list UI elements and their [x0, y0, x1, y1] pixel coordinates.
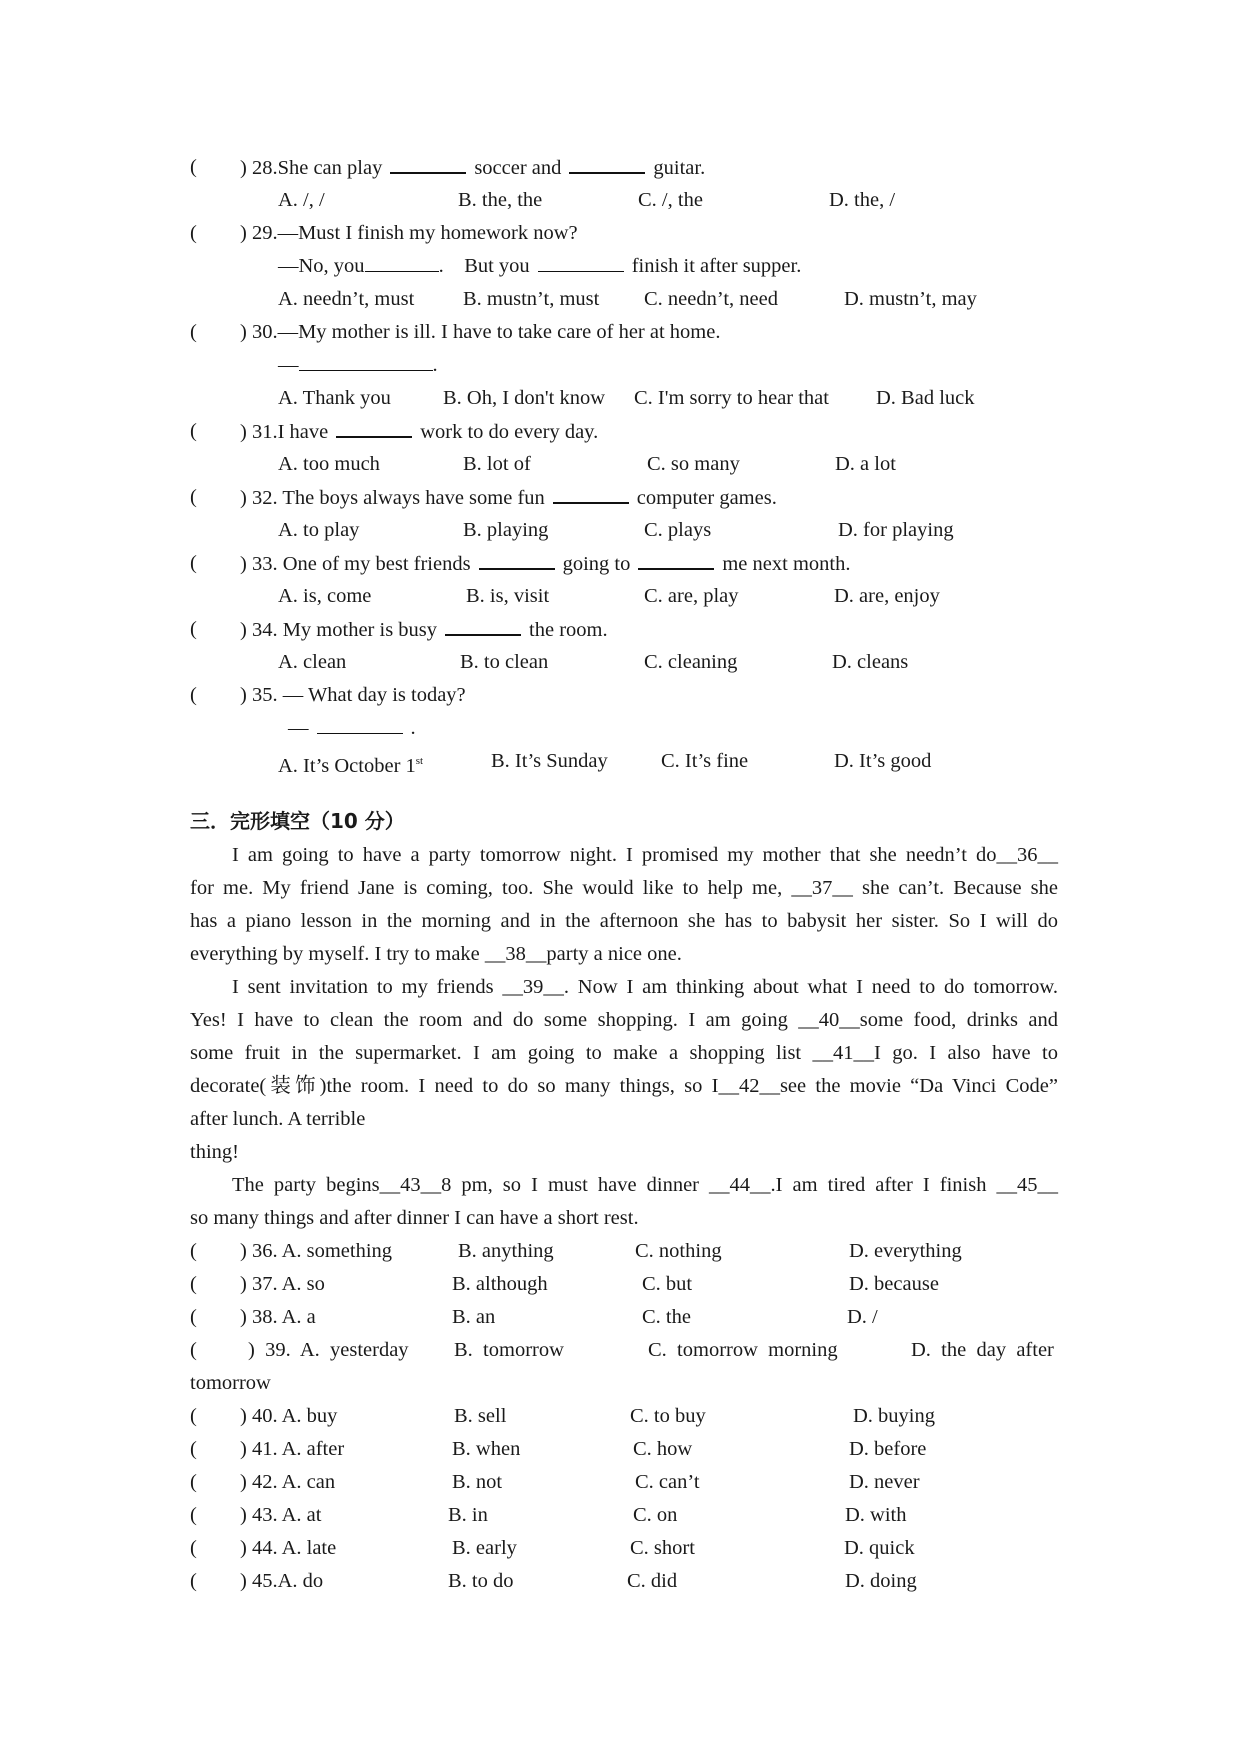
- q28-option-a: A. /, /: [278, 189, 325, 211]
- paren: (: [190, 618, 197, 640]
- cloze-41-b: B. when: [452, 1438, 521, 1460]
- cloze-45-b: B. to do: [448, 1570, 514, 1592]
- passage-line: decorate(装饰)the room. I need to do so many things, so I__42__see the movie “Da Vinci Code”: [190, 1075, 1058, 1097]
- paren: (: [190, 1504, 197, 1526]
- q35-option-b: B. It’s Sunday: [491, 750, 608, 772]
- passage-line: I am going to have a party tomorrow night. I promised my mother that she needn’t do__36__: [232, 844, 1058, 866]
- cloze-44-d: D. quick: [844, 1537, 915, 1559]
- passage-line: I sent invitation to my friends __39__. Now I am thinking about what I need to do tomorrow.: [232, 976, 1058, 998]
- q29-option-d: D. mustn’t, may: [844, 288, 977, 310]
- q32-option-b: B. playing: [463, 519, 549, 541]
- cloze-42-stem: ) 42. A. can: [240, 1471, 336, 1493]
- q35-resp-end: .: [410, 717, 416, 739]
- q30-resp-end: .: [432, 354, 438, 376]
- q32-end: computer games.: [636, 487, 777, 509]
- cloze-40-stem: ) 40. A. buy: [240, 1405, 338, 1427]
- q32-stem: ) 32. The boys always have some fun: [240, 487, 545, 509]
- cloze-45-d: D. doing: [845, 1570, 917, 1592]
- q33-option-c: C. are, play: [644, 585, 739, 607]
- answer-blank[interactable]: [553, 484, 629, 504]
- cloze-41-d: D. before: [849, 1438, 927, 1460]
- q29-resp-b: . But you: [438, 255, 530, 277]
- q33-option-b: B. is, visit: [466, 585, 550, 607]
- cloze-39-wrap: tomorrow: [190, 1372, 271, 1394]
- cloze-37-c: C. but: [642, 1273, 693, 1295]
- paren: (: [190, 1240, 197, 1262]
- q31-option-c: C. so many: [647, 453, 740, 475]
- q28-mid: soccer and: [474, 157, 562, 179]
- q35-option-a-text: A. It’s October 1: [278, 754, 416, 777]
- q34: [240, 616, 608, 643]
- cloze-41-c: C. how: [633, 1438, 693, 1460]
- q29-option-c: C. needn’t, need: [644, 288, 778, 310]
- q30-stem: ) 30.—My mother is ill. I have to take care of her at home.: [240, 321, 721, 343]
- q31-option-b: B. lot of: [463, 453, 531, 475]
- cloze-36-c: C. nothing: [635, 1240, 722, 1262]
- cloze-40-c: C. to buy: [630, 1405, 706, 1427]
- cloze-38-stem: ) 38. A. a: [240, 1306, 316, 1328]
- cloze-39-stem: ) 39. A. yesterday: [248, 1339, 409, 1361]
- q35-option-d: D. It’s good: [834, 750, 932, 772]
- q30-option-c: C. I'm sorry to hear that: [634, 387, 829, 409]
- q31-option-d: D. a lot: [835, 453, 896, 475]
- cloze-36-b: B. anything: [458, 1240, 554, 1262]
- cloze-39-d: D. the day after: [911, 1339, 1054, 1361]
- q32: [240, 484, 777, 511]
- answer-blank[interactable]: [569, 154, 645, 174]
- q31-stem: ) 31.I have: [240, 421, 329, 443]
- answer-blank[interactable]: [638, 550, 714, 570]
- q29-option-a: A. needn’t, must: [278, 288, 415, 310]
- q34-option-c: C. cleaning: [644, 651, 738, 673]
- q31-option-a: A. too much: [278, 453, 380, 475]
- q33: [240, 550, 850, 577]
- paren: (: [190, 156, 197, 178]
- cloze-40-b: B. sell: [454, 1405, 507, 1427]
- q29-stem: ) 29.—Must I finish my homework now?: [240, 222, 578, 244]
- cloze-43-stem: ) 43. A. at: [240, 1504, 322, 1526]
- q34-option-a: A. clean: [278, 651, 347, 673]
- paren: (: [190, 1537, 197, 1559]
- answer-blank[interactable]: [390, 154, 466, 174]
- section-3-title: 三．完形填空（10 分）: [190, 809, 405, 833]
- q33-option-a: A. is, come: [278, 585, 372, 607]
- passage-line: has a piano lesson in the morning and in the afternoon she has to babysit her sister. So I will do: [190, 910, 1058, 932]
- cloze-42-b: B. not: [452, 1471, 503, 1493]
- passage-line: some fruit in the supermarket. I am going to make a shopping list __41__I go. I also have to: [190, 1042, 1058, 1064]
- q28-end: guitar.: [653, 157, 706, 179]
- cloze-43-d: D. with: [845, 1504, 907, 1526]
- paren: (: [190, 684, 197, 706]
- passage-line: thing!: [190, 1141, 239, 1163]
- paren: (: [190, 552, 197, 574]
- cloze-45-c: C. did: [627, 1570, 678, 1592]
- q35-response: [288, 715, 416, 741]
- q33-stem: ) 33. One of my best friends: [240, 553, 471, 575]
- answer-blank[interactable]: [445, 616, 521, 636]
- q28-stem: ) 28.She can play: [240, 157, 383, 179]
- q35-option-a: [278, 748, 423, 779]
- passage-line: for me. My friend Jane is coming, too. She would like to help me, __37__ she can’t. Because she: [190, 877, 1058, 899]
- q28-option-b: B. the, the: [458, 189, 543, 211]
- cloze-38-c: C. the: [642, 1306, 691, 1328]
- paren: (: [190, 1438, 197, 1460]
- q34-option-b: B. to clean: [460, 651, 549, 673]
- answer-blank[interactable]: [336, 418, 412, 438]
- q30-resp: —: [278, 354, 299, 376]
- cloze-39-c: C. tomorrow morning: [648, 1339, 838, 1361]
- paren: (: [190, 1273, 197, 1295]
- q30-response: [278, 352, 438, 378]
- q29-response: [278, 253, 801, 279]
- q33-option-d: D. are, enjoy: [834, 585, 940, 607]
- q35-option-c: C. It’s fine: [661, 750, 749, 772]
- passage-line: everything by myself. I try to make __38__party a nice one.: [190, 943, 682, 965]
- cloze-42-c: C. can’t: [635, 1471, 700, 1493]
- cloze-37-stem: ) 37. A. so: [240, 1273, 325, 1295]
- q29-resp-a: —No, you: [278, 255, 365, 277]
- passage-line: Yes! I have to clean the room and do some shopping. I am going __40__some food, drinks and: [190, 1009, 1058, 1031]
- q29-option-b: B. mustn’t, must: [463, 288, 600, 310]
- paren: (: [190, 1471, 197, 1493]
- cloze-44-c: C. short: [630, 1537, 695, 1559]
- q30-option-b: B. Oh, I don't know: [443, 387, 605, 409]
- cloze-43-c: C. on: [633, 1504, 678, 1526]
- cloze-38-d: D. /: [847, 1306, 878, 1328]
- answer-blank[interactable]: [365, 253, 439, 272]
- q35-resp: —: [288, 717, 309, 739]
- paren: (: [190, 1339, 197, 1361]
- cloze-45-stem: ) 45.A. do: [240, 1570, 324, 1592]
- cloze-36-d: D. everything: [849, 1240, 962, 1262]
- q31-end: work to do every day.: [420, 421, 599, 443]
- paren: (: [190, 321, 197, 343]
- paren: (: [190, 1306, 197, 1328]
- q30-option-d: D. Bad luck: [876, 387, 975, 409]
- q35-stem: ) 35. — What day is today?: [240, 684, 466, 706]
- q29-resp-c: finish it after supper.: [631, 255, 802, 277]
- q30-option-a: A. Thank you: [278, 387, 391, 409]
- q31: [240, 418, 598, 445]
- cloze-37-b: B. although: [452, 1273, 548, 1295]
- cloze-37-d: D. because: [849, 1273, 939, 1295]
- q32-option-d: D. for playing: [838, 519, 954, 541]
- q28-option-d: D. the, /: [829, 189, 896, 211]
- cloze-43-b: B. in: [448, 1504, 488, 1526]
- paren: (: [190, 1405, 197, 1427]
- cloze-39-b: B. tomorrow: [454, 1339, 564, 1361]
- q28-option-c: C. /, the: [638, 189, 703, 211]
- q33-mid: going to: [562, 553, 631, 575]
- answer-blank[interactable]: [479, 550, 555, 570]
- cloze-40-d: D. buying: [853, 1405, 935, 1427]
- paren: (: [190, 486, 197, 508]
- answer-blank[interactable]: [538, 253, 624, 272]
- answer-blank[interactable]: [317, 715, 403, 734]
- q32-option-a: A. to play: [278, 519, 360, 541]
- q32-option-c: C. plays: [644, 519, 712, 541]
- q34-stem: ) 34. My mother is busy: [240, 619, 438, 641]
- cloze-42-d: D. never: [849, 1471, 920, 1493]
- paren: (: [190, 1570, 197, 1592]
- answer-blank[interactable]: [299, 352, 433, 371]
- q34-option-d: D. cleans: [832, 651, 909, 673]
- paren: (: [190, 420, 197, 442]
- q34-end: the room.: [529, 619, 608, 641]
- passage-line: so many things and after dinner I can have a short rest.: [190, 1207, 639, 1229]
- cloze-44-b: B. early: [452, 1537, 517, 1559]
- cloze-36-stem: ) 36. A. something: [240, 1240, 393, 1262]
- passage-line: after lunch. A terrible: [190, 1108, 366, 1130]
- paren: (: [190, 222, 197, 244]
- cloze-44-stem: ) 44. A. late: [240, 1537, 337, 1559]
- question-28-stem: [240, 154, 705, 181]
- q35-option-a-sup: st: [415, 755, 424, 767]
- passage-line: The party begins__43__8 pm, so I must have dinner __44__.I am tired after I finish __45__: [232, 1174, 1058, 1196]
- cloze-41-stem: ) 41. A. after: [240, 1438, 345, 1460]
- cloze-38-b: B. an: [452, 1306, 496, 1328]
- q33-end: me next month.: [722, 553, 851, 575]
